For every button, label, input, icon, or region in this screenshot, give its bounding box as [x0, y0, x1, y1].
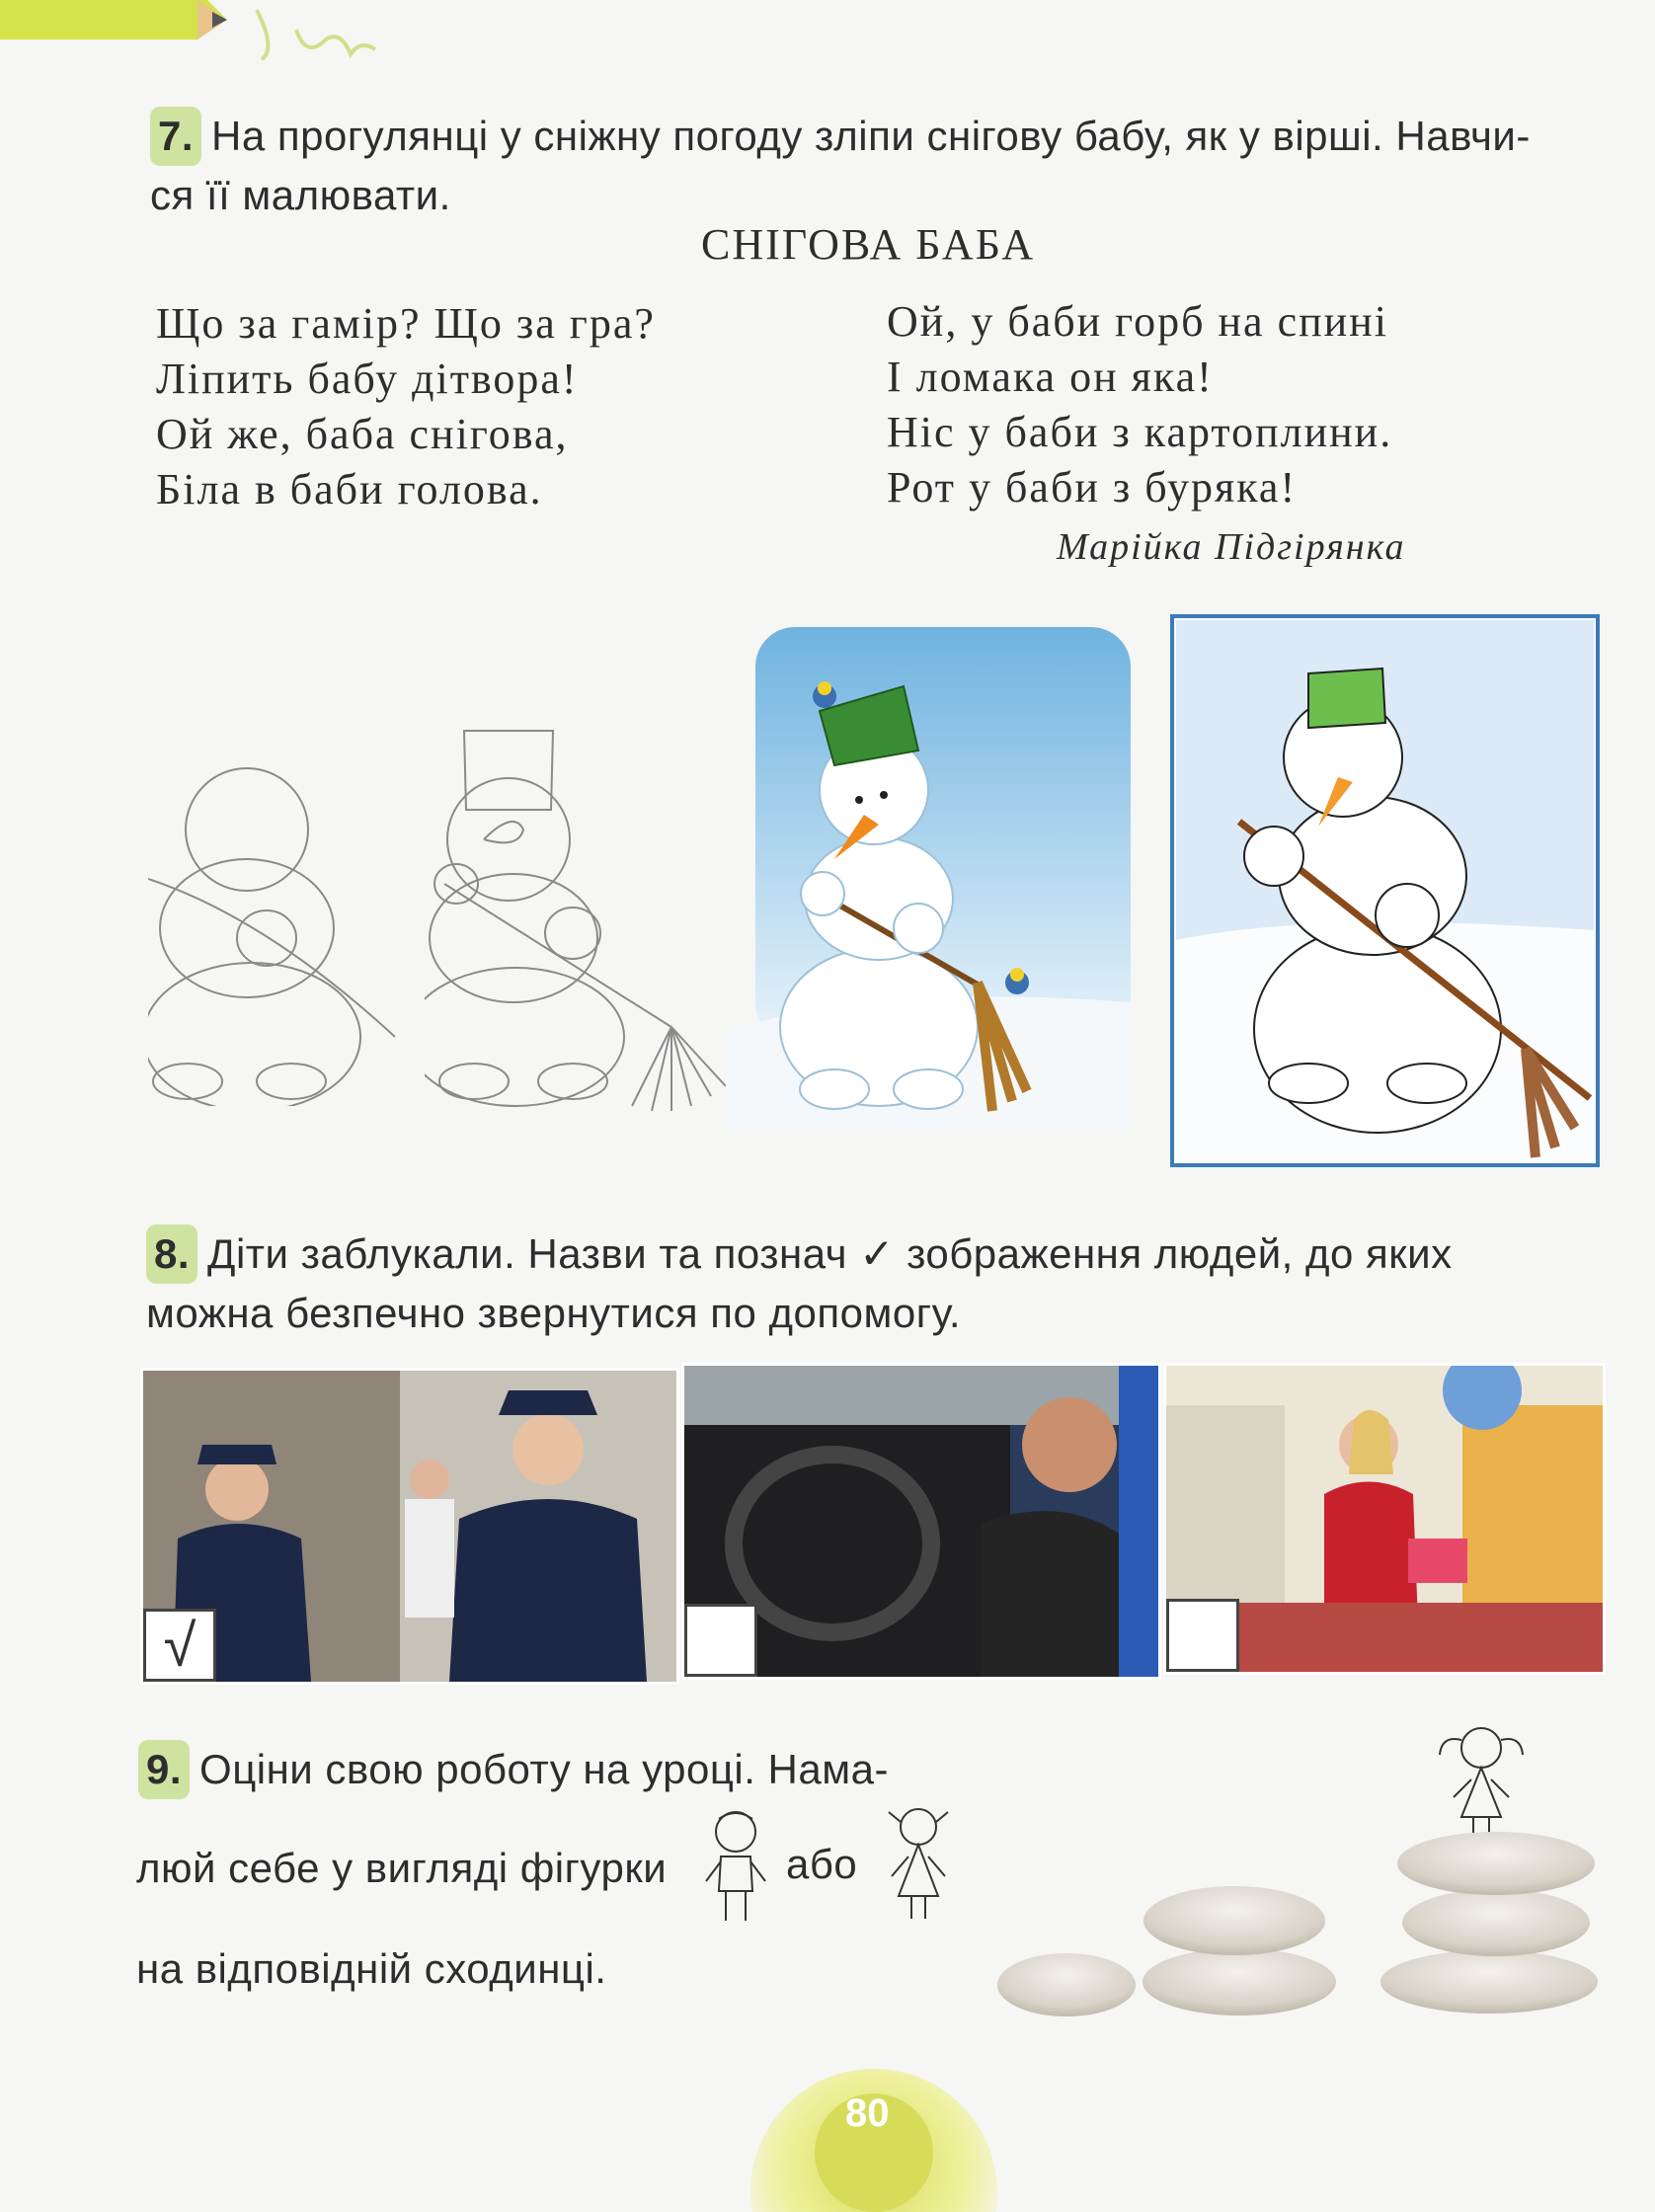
task-number-badge: 9. [138, 1740, 190, 1799]
poem-line: Ой же, баба снігова, [156, 410, 569, 458]
page-number: 80 [845, 2092, 890, 2135]
answer-checkbox[interactable]: √ [143, 1609, 216, 1682]
girl-figure-icon [884, 1802, 953, 1926]
poem-right-stanza [887, 294, 1392, 515]
snowman-sketch-step1 [148, 760, 405, 1106]
task-text: можна безпечно звернутися по допомогу. [146, 1290, 962, 1336]
poem-line: Ліпить бабу дітвора! [156, 355, 579, 403]
task-text: на відповідній сходинці. [136, 1945, 607, 1992]
answer-checkbox[interactable] [684, 1604, 757, 1677]
task-text: ся її малювати. [150, 172, 451, 218]
photo-police [140, 1368, 679, 1685]
task-text: або [786, 1841, 858, 1887]
task-text: люй себе у вигляді фігурки [136, 1845, 668, 1891]
task9-line1 [138, 1740, 889, 1799]
poem-title: СНІГОВА БАБА [701, 220, 1036, 269]
poem-line: І ломака он яка! [887, 353, 1214, 401]
photo-car-driver [681, 1363, 1161, 1680]
snowman-child-drawing [1170, 614, 1600, 1167]
snowman-color-illustration [726, 627, 1131, 1131]
task9-line2 [136, 1839, 667, 1898]
poem-line: Біла в баби голова. [156, 465, 543, 514]
poem-author: Марійка Підгірянка [1057, 526, 1406, 568]
poem-line: Що за гамір? Що за гра? [156, 299, 656, 348]
task-text: Діти заблукали. Назви та познач [207, 1230, 848, 1277]
task-text: зображення людей, до яких [906, 1230, 1453, 1277]
photo-shop-assistant [1163, 1363, 1606, 1675]
task-number-badge: 8. [146, 1224, 197, 1284]
answer-checkbox[interactable] [1166, 1599, 1239, 1672]
checkmark-icon: ✓ [859, 1230, 895, 1277]
pencil-decoration [0, 0, 454, 79]
task-text: На прогулянці у сніжну погоду зліпи снігову бабу, як у вірші. Навчи- [211, 113, 1531, 159]
task-number-badge: 7. [150, 107, 201, 166]
poem-line: Ой, у баби горб на спині [887, 297, 1388, 346]
poem-line: Ніс у баби з картоплини. [887, 408, 1393, 456]
poem-left-stanza [156, 296, 656, 517]
task-text: Оціни свою роботу на уроці. Нама- [199, 1746, 889, 1792]
poem-line: Рот у баби з буряка! [887, 463, 1298, 512]
boy-figure-icon [701, 1807, 770, 1931]
stone-steps [997, 1822, 1610, 2019]
